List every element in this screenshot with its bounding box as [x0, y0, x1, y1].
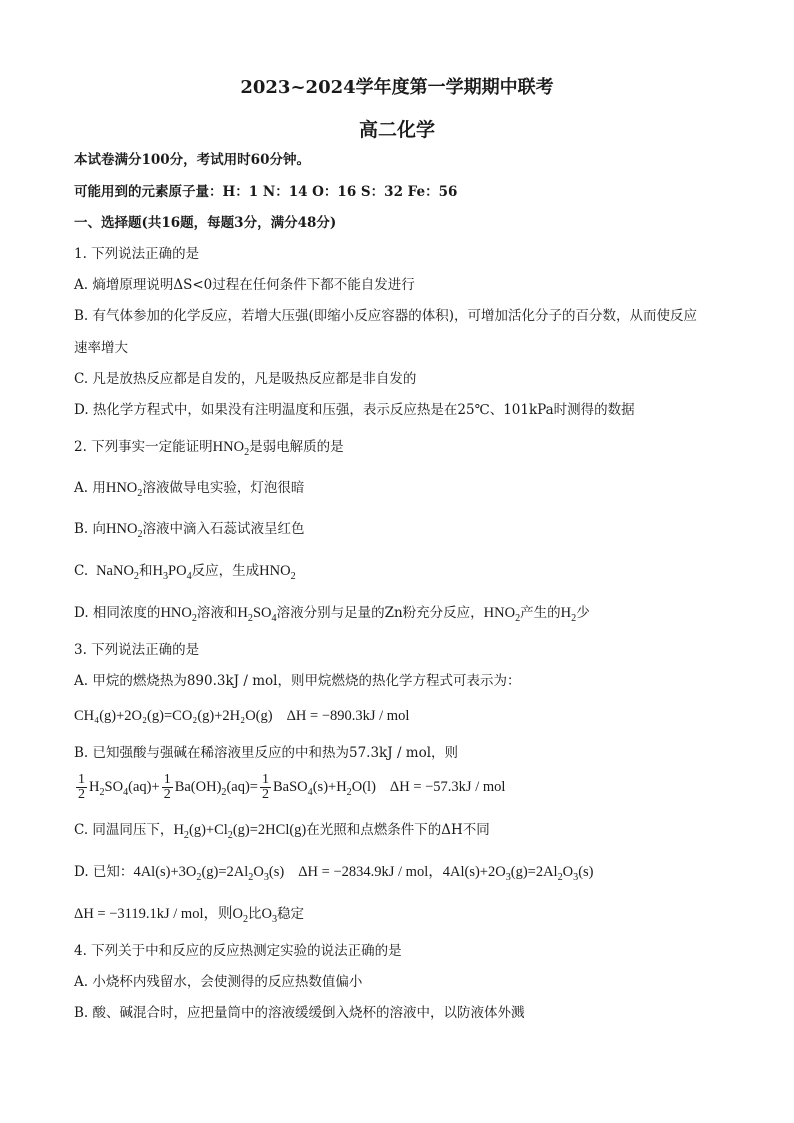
subject-title: 高二化学 — [358, 119, 435, 141]
intro-line-1: 本试卷满分100分，考试用时60分钟。 — [74, 152, 310, 168]
q3-option-a: A. 甲烷的燃烧热为890.3kJ / mol，则甲烷燃烧的热化学方程式可表示为： — [74, 673, 521, 689]
q1-stem: 1. 下列说法正确的是 — [74, 246, 200, 262]
q2-option-b: B. 向$HNO_2$溶液中滴入石蕊试液呈红色 — [74, 521, 305, 540]
q2-option-d: D. 相同浓度的$HNO_2$溶液和$H_2SO_4$溶液分别与足量的Zn粉充分反应，$HNO_2$产生的$H_2$少 — [74, 605, 590, 624]
q3-option-c: C. 同温同压下，$H_2(g)+Cl_2(g)=2HCl(g)$在光照和点燃条件下的ΔH不同 — [74, 822, 490, 841]
q3-option-d: D. 已知：$4Al(s)+3O_2(g)=2Al_2O_3(s) \Delta H = -2834.9kJ$ / mol，$4Al(s)+2O_3(g)=2Al_2O_3(s)$ — [74, 864, 594, 883]
q3-option-b: B. 已知强酸与强碱在稀溶液里反应的中和热为57.3kJ / mol，则 — [74, 745, 459, 761]
section-heading: 一、选择题(共16题，每题3分，满分48分) — [74, 215, 337, 231]
q3-option-d-line2: ΔH = −3119.1kJ / mol，则$O_2$比$O_3$稳定 — [74, 906, 305, 925]
q4-option-a: A. 小烧杯内残留水，会使测得的反应热数值偏小 — [74, 974, 363, 990]
q4-stem: 4. 下列关于中和反应的反应热测定实验的说法正确的是 — [74, 943, 402, 959]
q2-option-a: A. 用$HNO_2$溶液做导电实验，灯泡很暗 — [74, 480, 305, 499]
q2-option-c: C. NaNO$_2$和$H_3PO_4$反应，生成$HNO_2$ — [74, 563, 296, 582]
q1-option-b-line1: B. 有气体参加的化学反应，若增大压强(即缩小反应容器的体积)，可增加活化分子的百分数，从而使反应 — [74, 308, 698, 324]
q3-option-a-equation: CH₄(g)+2O₂(g)=CO₂(g)+2H₂O(g) ΔH = −890.3kJ / mol — [74, 708, 410, 724]
q2-stem: 2. 下列事实一定能证明$HNO_2$是弱电解质的是 — [74, 439, 344, 458]
q1-option-d: D. 热化学方程式中，如果没有注明温度和压强，表示反应热是在25℃、101kPa时测得的数据 — [74, 402, 635, 418]
intro-line-2: 可能用到的元素原子量：H：1 N：14 O：16 S：32 Fe：56 — [74, 184, 458, 200]
q3-option-b-equation: $\frac{1}{2}$ $H_2SO_4(aq)+$ $\frac{1}{2}$ $Ba(OH)_2(aq)=$ $\frac{1}{2}$ $BaSO_4(s)+H_2O(l) \Delta H = -57.3kJ$ / mol — [78, 772, 506, 802]
exam-title: 2023~2024学年度第一学期期中联考 — [240, 77, 554, 98]
q1-option-a: A. 熵增原理说明ΔS<0过程在任何条件下都不能自发进行 — [74, 277, 415, 293]
q1-option-c: C. 凡是放热反应都是自发的，凡是吸热反应都是非自发的 — [74, 371, 417, 387]
q3-stem: 3. 下列说法正确的是 — [74, 642, 200, 658]
q1-option-b-line2: 速率增大 — [74, 340, 128, 356]
q4-option-b: B. 酸、碱混合时，应把量筒中的溶液缓缓倒入烧杯的溶液中，以防液体外溅 — [74, 1005, 525, 1021]
